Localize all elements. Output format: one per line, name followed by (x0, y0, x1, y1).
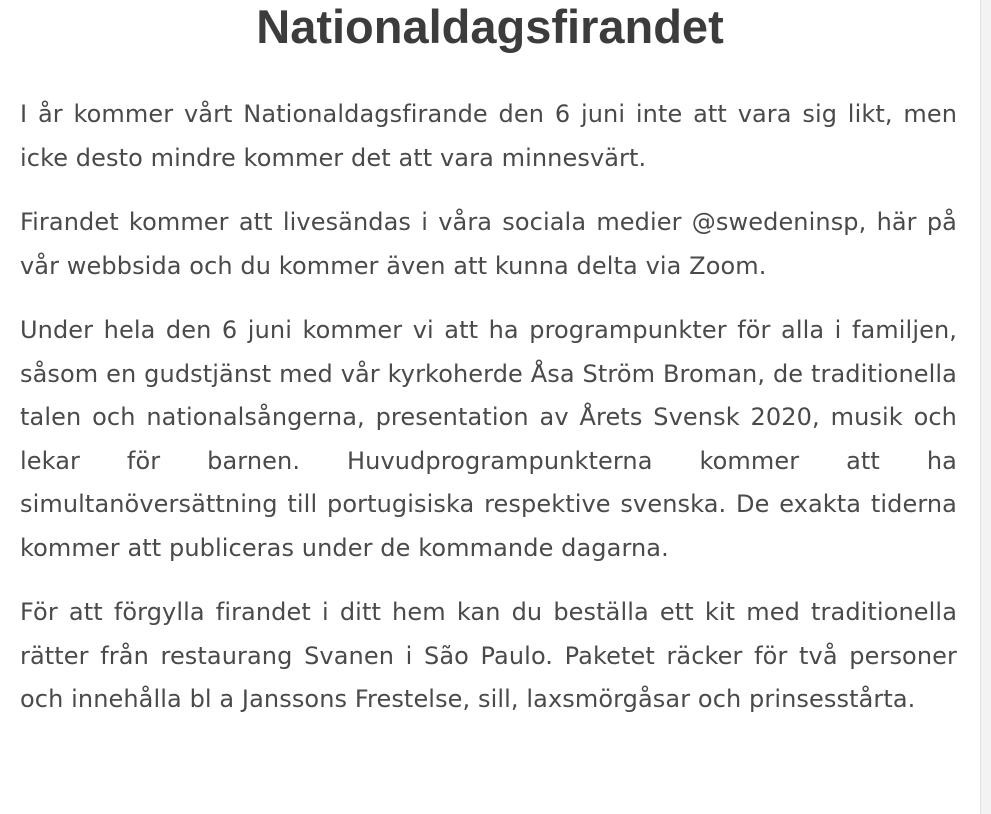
scrollbar-track[interactable] (980, 0, 991, 814)
paragraph-program: Under hela den 6 juni kommer vi att ha programpunkter för alla i familjen, såsom en gudstjänst med vår kyrkoherde Åsa Ström Broman, de traditionella talen och nationalsångerna, presentation av Årets Svensk 2020, musik och lekar för barnen. Huvudprogrampunkterna kommer att ha simultanöversättning till portugisiska respektive svenska. De exakta tiderna kommer att publiceras under de kommande dagarna. (20, 316, 957, 562)
paragraph-livestream: Firandet kommer att livesändas i våra sociala medier @swedeninsp, här på vår webbsida och du kommer även att kunna delta via Zoom. (20, 208, 957, 280)
paragraph-food-kit: För att förgylla firandet i ditt hem kan du beställa ett kit med traditionella rätter från restaurang Svanen i São Paulo. Paketet räcker för två personer och innehålla bl a Janssons Frestelse, sill, laxsmörgåsar och prinsesstårta. (20, 598, 957, 713)
article-body (20, 93, 957, 743)
page-title: Nationaldagsfirandet (256, 0, 724, 53)
paragraph-intro: I år kommer vårt Nationaldagsfirande den 6 juni inte att vara sig likt, men icke desto mindre kommer det att vara minnesvärt. (20, 100, 957, 172)
